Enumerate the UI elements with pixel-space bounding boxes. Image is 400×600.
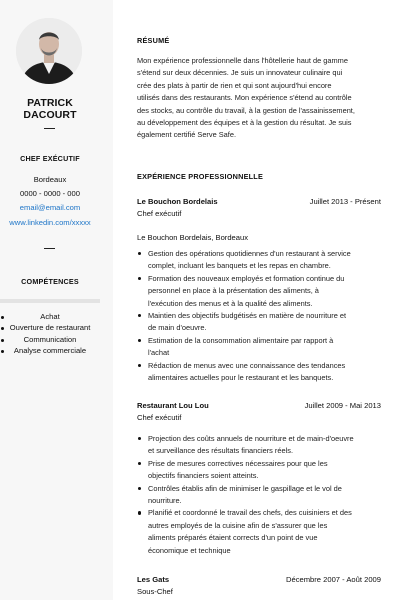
bullet-item — [137, 273, 382, 310]
bullet-line: Contrôles établis afin de minimiser le gaspillage et le vol de — [148, 483, 342, 493]
divider — [44, 248, 55, 249]
resume-line: Mon expérience professionnelle dans l'hôtellerie haut de gamme — [137, 56, 348, 65]
job-dates: Décembre 2007 - Août 2009 — [286, 575, 381, 584]
job-bullets — [137, 248, 382, 384]
job-header — [137, 197, 381, 206]
job-dates: Juillet 2013 - Présent — [309, 197, 381, 206]
skills-list — [0, 312, 100, 358]
skills-divider-bar — [0, 299, 100, 303]
divider — [44, 128, 55, 129]
job-dates: Juillet 2009 - Mai 2013 — [304, 401, 381, 410]
bullet-item — [137, 507, 382, 557]
bullet-line: Estimation de la consommation alimentaire par rapport à — [148, 335, 334, 345]
bullet-line: Prise de mesures correctives nécessaires pour que les — [148, 458, 328, 468]
job-header — [137, 575, 381, 584]
email-link[interactable]: email@email.com — [19, 203, 81, 212]
city: Bordeaux — [33, 175, 67, 184]
bullet-line: complet, incluant les banquets et les repas en chambre. — [148, 261, 331, 271]
job-company: Restaurant Lou Lou — [137, 401, 209, 410]
bullet-item — [137, 458, 382, 483]
bullet-line: l'exécution des menus et à la qualité des aliments. — [148, 298, 313, 308]
profile-photo — [16, 18, 82, 84]
bullet-line: autres employés de la cuisine afin de s'assurer que les — [148, 520, 328, 530]
resume-line: au développement des équipes et à la gestion du résultat. Je suis — [137, 118, 352, 128]
sidebar — [0, 0, 113, 600]
resume-paragraph — [137, 55, 382, 142]
job-role: Chef exécutif — [137, 209, 182, 218]
skill-item: Analyse commerciale — [0, 346, 100, 357]
resume-line: s'étend sur deux décennies. Je suis un innovateur culinaire qui — [137, 68, 343, 78]
profile-photo-illustration — [16, 18, 82, 84]
resume-line: utilisés dans des restaurants. Mon expérience s'étend au contrôle — [137, 93, 352, 103]
bullet-line: Gestion des opérations quotidiennes d'un restaurant à service — [148, 249, 351, 258]
bullet-line: Maintien des objectifs budgétisés en matière de nourriture et — [148, 311, 347, 321]
resume-heading: RÉSUMÉ — [137, 36, 170, 45]
linkedin-link[interactable]: www.linkedin.com/xxxxx — [9, 218, 91, 227]
skill-item: Achat — [0, 312, 100, 323]
bullet-line: Projection des coûts annuels de nourriture et de main-d'oeuvre — [148, 434, 354, 443]
bullet-item — [137, 483, 382, 508]
bullet-line: objectifs financiers soient atteints. — [148, 471, 259, 481]
bullet-line: économique et technique — [148, 545, 231, 555]
bullet-line: l'achat — [148, 348, 170, 358]
resume-line: également certifié Serve Safe. — [137, 130, 237, 140]
job-company: Le Bouchon Bordelais — [137, 197, 218, 206]
job-role: Sous-Chef — [137, 587, 173, 596]
bullet-line: nourriture. — [148, 496, 182, 506]
job-role: Chef exécutif — [137, 413, 182, 422]
job-company: Les Gats — [137, 575, 170, 584]
bullet-line: et surveillance des résultats financiers réels. — [148, 446, 294, 456]
bullet-item — [137, 335, 382, 360]
bullet-line: Planifié et coordonné le travail des chefs, des cuisiniers et des — [148, 508, 352, 518]
candidate-name: PATRICK DACOURT — [23, 97, 77, 121]
phone: 0000 - 0000 - 000 — [20, 189, 80, 198]
skill-item: Ouverture de restaurant — [0, 323, 100, 334]
bullet-item — [137, 248, 382, 273]
bullet-item — [137, 360, 382, 385]
job-header — [137, 401, 381, 410]
skills-heading: COMPÉTENCES — [21, 277, 79, 286]
job-title: CHEF EXÉCUTIF — [20, 154, 80, 163]
bullet-line: personnel en place à la présentation des aliments, à — [148, 286, 319, 296]
bullet-line: de main d'oeuvre. — [148, 323, 207, 333]
bullet-line: aliments préparés étaient corrects d'un point de vue — [148, 533, 318, 543]
resume-line: des stocks, au contrôle du travail, à la gestion de l'assainissement, — [137, 105, 355, 115]
bullet-line: Rédaction de menus avec une connaissance des tendances — [148, 360, 346, 370]
bullet-item — [137, 433, 382, 458]
job-location: Le Bouchon Bordelais, Bordeaux — [137, 233, 249, 242]
experience-heading: EXPÉRIENCE PROFESSIONNELLE — [137, 172, 264, 181]
job-bullets — [137, 433, 382, 557]
skill-item: Communication — [0, 335, 100, 346]
bullet-line: alimentaires actuelles pour le restaurant et les banquets. — [148, 373, 334, 383]
resume-line: crée des plats à partir de rien et qui sont aujourd'hui encore — [137, 80, 332, 90]
bullet-item — [137, 310, 382, 335]
bullet-line: Formation des nouveaux employés et formation continue du — [148, 273, 345, 283]
